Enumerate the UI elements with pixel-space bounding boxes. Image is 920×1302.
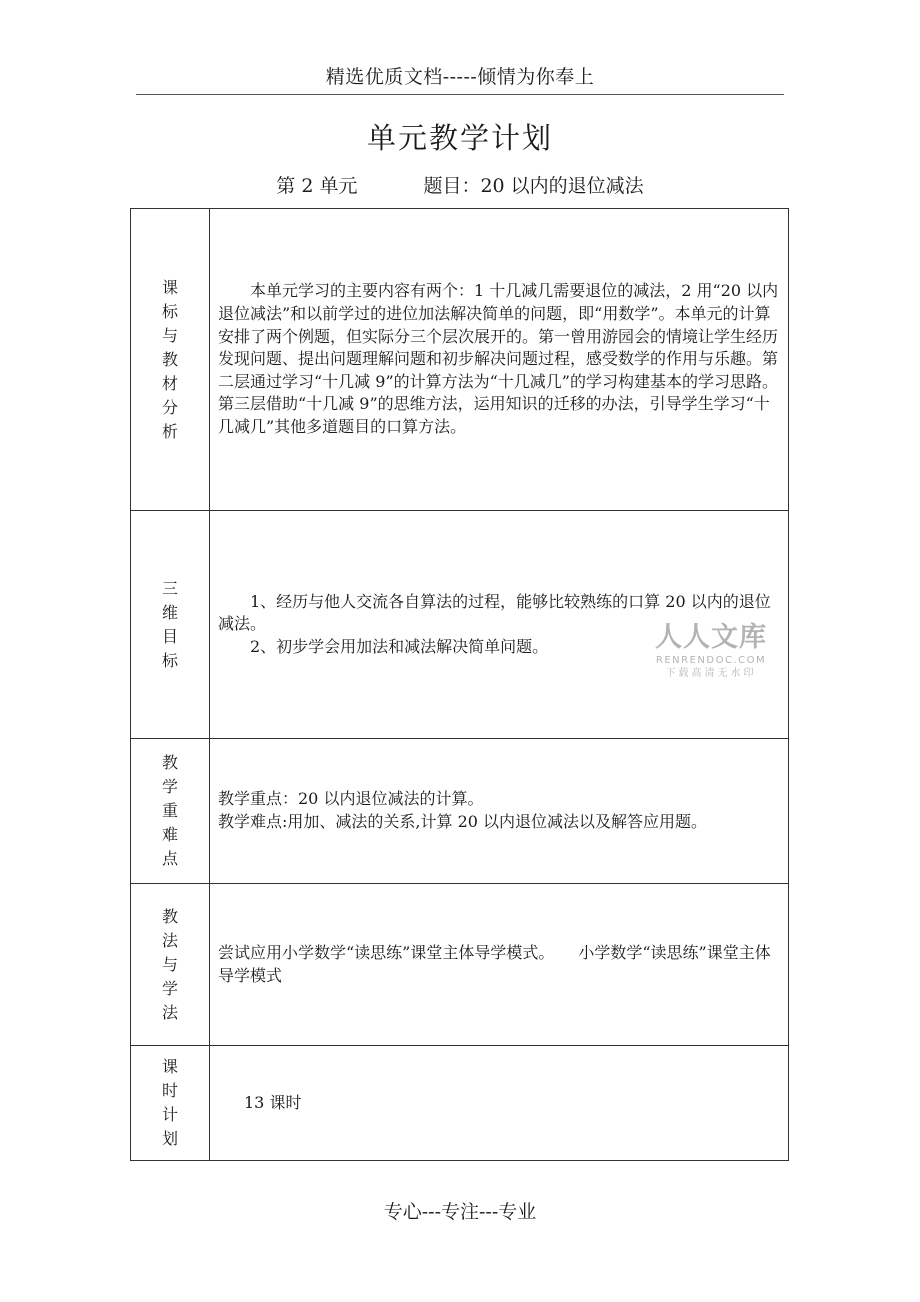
watermark-logo <box>648 622 774 681</box>
row-label-cell <box>131 1046 210 1161</box>
content-paragraph: 教学重点：20 以内退位减法的计算。 <box>218 789 484 809</box>
row-label-methods: 教法与学法 <box>161 906 178 1022</box>
table-row <box>131 1046 789 1161</box>
table-row <box>131 739 789 884</box>
topic-label: 题目：20 以内的退位减法 <box>423 175 644 197</box>
table-row <box>131 209 789 511</box>
watermark-url: RENRENDOC.COM <box>655 655 767 666</box>
table-row <box>131 884 789 1046</box>
content-paragraph: 尝试应用小学数学“读思练”课堂主体导学模式。 小学数学“读思练”课堂主体导学模式 <box>218 942 771 985</box>
row-label-cell <box>131 511 210 739</box>
unit-label: 第 2 单元 <box>276 175 358 197</box>
row-content-cell <box>210 739 789 884</box>
document-title: 单元教学计划 <box>366 121 553 155</box>
row-label-three-goals: 三维目标 <box>161 578 178 670</box>
header-divider <box>136 94 784 95</box>
row-content-cell <box>210 884 789 1046</box>
page-footer: 专心---专注---专业 <box>383 1201 537 1223</box>
watermark-brand: 人人文库 <box>655 622 767 653</box>
row-label-cell <box>131 884 210 1046</box>
page-header: 精选优质文档-----倾情为你奉上 <box>325 66 595 88</box>
content-paragraph: 2、初步学会用加法和减法解决简单问题。 <box>250 636 549 656</box>
row-label-cell <box>131 209 210 511</box>
row-label-lesson-plan: 课时计划 <box>161 1057 178 1148</box>
content-paragraph: 13 课时 <box>244 1092 302 1112</box>
row-content-cell <box>210 209 789 511</box>
watermark-tagline: 下载高清无水印 <box>665 668 757 679</box>
content-paragraph: 1、经历与他人交流各自算法的过程，能够比较熟练的口算 20 以内的退位减法。 <box>218 591 771 634</box>
content-paragraph: 本单元学习的主要内容有两个：1 十几减几需要退位的减法，2 用“20 以内退位减法”和以前学过的进位加法解决简单的问题，即“用数学”。本单元的计算安排了两个例题，但实际分三个层次展开的。第一曾用游园会的情境让学生经历发现问题、提出问题理解问题和初步解决问题过程，感受数学的作用与乐趣。第二层通过学习“十几减 9”的计算方法为“十几减几”的学习构建基本的学习思路。第三层借助“十几减 9”的思维方法，运用知识的迁移的办法，引导学生学习“十几减几”其他多道题目的口算方法。 <box>218 281 779 436</box>
content-paragraph: 教学难点:用加、减法的关系,计算 20 以内退位减法以及解答应用题。 <box>218 812 708 831</box>
row-label-key-points: 教学重难点 <box>161 753 178 868</box>
row-label-cell <box>131 739 210 884</box>
row-label-curriculum-analysis: 课标与教材分析 <box>161 277 178 441</box>
row-content-cell <box>210 1046 789 1161</box>
document-subtitle <box>0 171 920 198</box>
plan-table <box>130 208 789 1161</box>
